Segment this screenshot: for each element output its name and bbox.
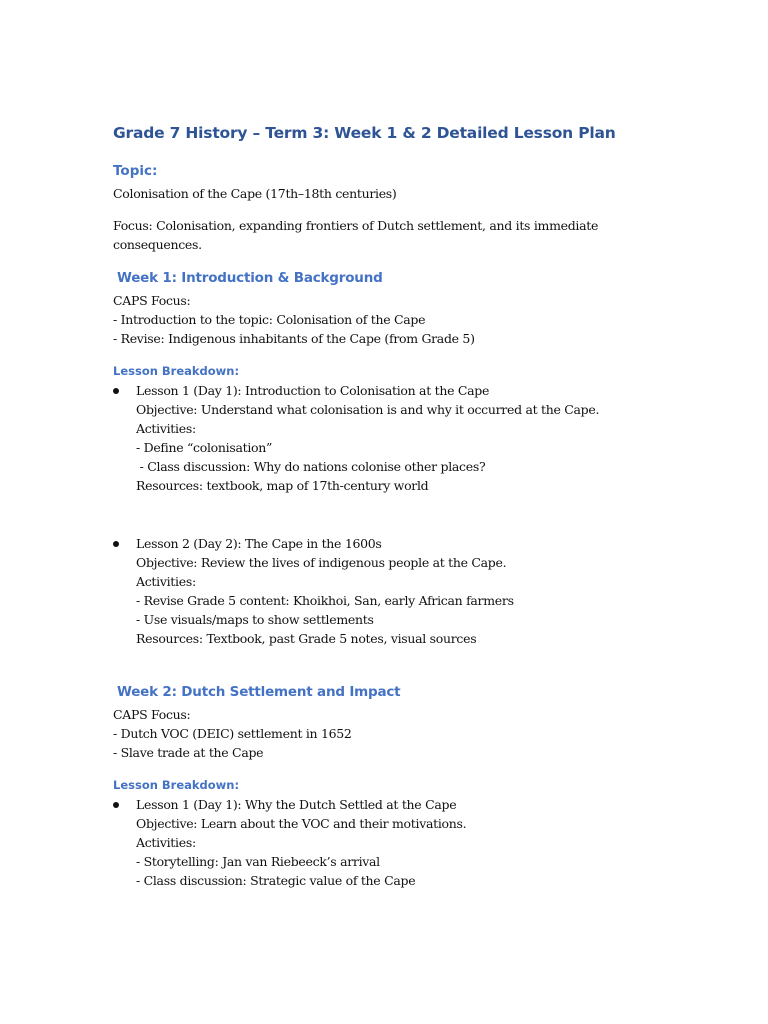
lesson-line: - Define “colonisation” (136, 440, 273, 455)
focus-line-1: Focus: Colonisation, expanding frontiers of Dutch settlement, and its immediate (113, 218, 599, 233)
lesson-line: Objective: Learn about the VOC and their motivations. (136, 816, 467, 831)
lesson-line: Lesson 1 (Day 1): Introduction to Colonisation at the Cape (136, 383, 490, 398)
week1-breakdown-heading: Lesson Breakdown: (113, 364, 240, 378)
topic-heading: Topic: (113, 163, 158, 179)
lesson-line: Activities: (136, 574, 196, 589)
bullet-icon (113, 388, 119, 394)
week1-heading: Week 1: Introduction & Background (117, 270, 383, 286)
week1-caps-line: CAPS Focus: (113, 293, 191, 308)
lesson-line: - Class discussion: Why do nations colonise other places? (136, 459, 486, 474)
lesson-line: Objective: Understand what colonisation is and why it occurred at the Cape. (136, 402, 600, 417)
lesson-line: Objective: Review the lives of indigenous people at the Cape. (136, 555, 507, 570)
lesson-line: Resources: Textbook, past Grade 5 notes, visual sources (136, 631, 477, 646)
lesson-line: - Class discussion: Strategic value of the Cape (136, 873, 416, 888)
focus-line-2: consequences. (113, 237, 202, 252)
lesson-line: Resources: textbook, map of 17th-century world (136, 478, 429, 493)
week2-caps-line: CAPS Focus: (113, 707, 191, 722)
week2-caps-line: - Dutch VOC (DEIC) settlement in 1652 (113, 726, 352, 741)
week1-caps-line: - Revise: Indigenous inhabitants of the Cape (from Grade 5) (113, 331, 475, 346)
topic-text: Colonisation of the Cape (17th–18th centuries) (113, 186, 397, 201)
lesson-line: Activities: (136, 421, 196, 436)
week1-caps-line: - Introduction to the topic: Colonisation of the Cape (113, 312, 426, 327)
lesson-line: Lesson 2 (Day 2): The Cape in the 1600s (136, 536, 382, 551)
bullet-icon (113, 541, 119, 547)
lesson-line: Lesson 1 (Day 1): Why the Dutch Settled at the Cape (136, 797, 457, 812)
week2-caps-line: - Slave trade at the Cape (113, 745, 264, 760)
bullet-icon (113, 802, 119, 808)
lesson-line: - Use visuals/maps to show settlements (136, 612, 374, 627)
lesson-line: Activities: (136, 835, 196, 850)
week2-breakdown-heading: Lesson Breakdown: (113, 778, 240, 792)
week2-heading: Week 2: Dutch Settlement and Impact (117, 684, 401, 700)
document-title: Grade 7 History – Term 3: Week 1 & 2 Detailed Lesson Plan (113, 124, 616, 142)
lesson-line: - Storytelling: Jan van Riebeeck’s arrival (136, 854, 380, 869)
lesson-line: - Revise Grade 5 content: Khoikhoi, San, early African farmers (136, 593, 514, 608)
